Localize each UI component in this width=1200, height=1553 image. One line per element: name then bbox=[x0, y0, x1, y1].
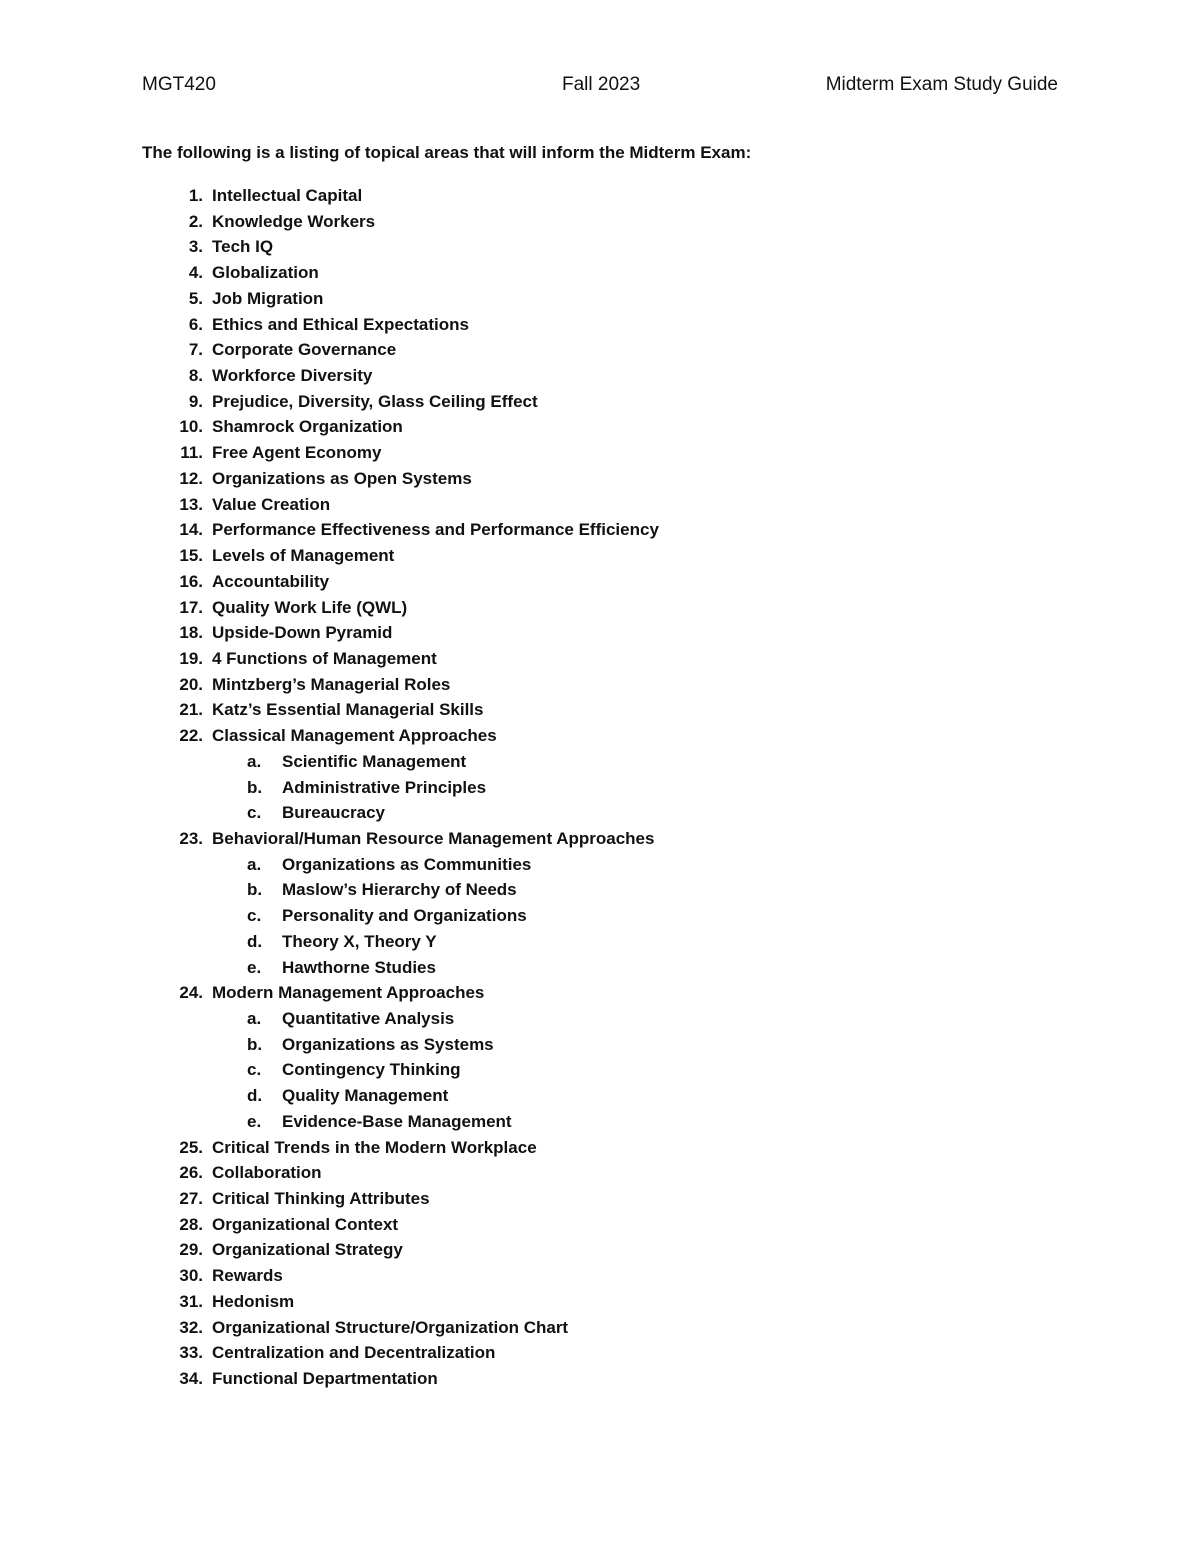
topic-label: Katz’s Essential Managerial Skills bbox=[212, 700, 484, 720]
topic-number: 14. bbox=[179, 520, 203, 540]
topic-number: 27. bbox=[179, 1189, 203, 1209]
topic-label: Rewards bbox=[212, 1266, 283, 1286]
subtopic-item bbox=[142, 1083, 1042, 1109]
topic-number: 10. bbox=[179, 417, 203, 437]
topic-item bbox=[142, 1160, 1042, 1186]
topic-item bbox=[142, 492, 1042, 518]
topic-label: Critical Trends in the Modern Workplace bbox=[212, 1137, 537, 1157]
topic-label: Job Migration bbox=[212, 288, 324, 308]
topic-number: 28. bbox=[179, 1214, 203, 1234]
topic-label: Ethics and Ethical Expectations bbox=[212, 314, 469, 334]
term-label: Fall 2023 bbox=[562, 74, 641, 95]
course-code: MGT420 bbox=[142, 74, 216, 95]
topic-item bbox=[142, 440, 1042, 466]
topic-label: Collaboration bbox=[212, 1163, 322, 1183]
intro-text: The following is a listing of topical areas that will inform the Midterm Exam: bbox=[142, 143, 752, 162]
topic-label: Free Agent Economy bbox=[212, 443, 382, 463]
topic-item bbox=[142, 337, 1042, 363]
topic-number: 1. bbox=[188, 186, 203, 205]
subtopic-letter: a. bbox=[247, 1009, 262, 1028]
subtopic-label: Theory X, Theory Y bbox=[282, 931, 437, 951]
subtopic-label: Bureaucracy bbox=[282, 803, 386, 823]
topic-number: 8. bbox=[188, 366, 203, 386]
topic-item bbox=[142, 363, 1042, 389]
topic-number: 15. bbox=[179, 546, 203, 566]
topic-item bbox=[142, 646, 1042, 672]
topic-number: 4. bbox=[188, 263, 203, 283]
topic-label: Upside-Down Pyramid bbox=[212, 623, 393, 643]
topic-number: 32. bbox=[179, 1317, 203, 1337]
topic-number: 13. bbox=[179, 494, 203, 514]
topic-item bbox=[142, 312, 1042, 338]
subtopic-label: Scientific Management bbox=[282, 751, 467, 771]
topic-item bbox=[142, 543, 1042, 569]
topic-label: Value Creation bbox=[212, 494, 331, 514]
topic-item bbox=[142, 1237, 1042, 1263]
topic-number: 19. bbox=[179, 648, 203, 668]
topic-number: 22. bbox=[179, 726, 203, 746]
topic-number: 30. bbox=[179, 1266, 203, 1286]
subtopic-letter: a. bbox=[247, 751, 262, 771]
subtopic-label: Hawthorne Studies bbox=[282, 957, 436, 977]
topic-item bbox=[142, 569, 1042, 595]
topic-item bbox=[142, 286, 1042, 312]
subtopic-label: Administrative Principles bbox=[282, 777, 487, 797]
topic-label: Levels of Management bbox=[212, 546, 395, 566]
topic-item bbox=[142, 1315, 1042, 1341]
subtopic-letter: c. bbox=[247, 803, 262, 823]
topic-item bbox=[142, 260, 1042, 286]
topic-number: 17. bbox=[179, 597, 203, 617]
subtopic-letter: b. bbox=[247, 777, 263, 797]
topic-item bbox=[142, 1340, 1042, 1366]
topic-number: 9. bbox=[188, 391, 203, 411]
topic-number: 3. bbox=[188, 237, 203, 257]
topic-label: 4 Functions of Management bbox=[212, 648, 437, 668]
subtopic-item bbox=[142, 749, 1042, 775]
subtopic-letter: c. bbox=[247, 1060, 262, 1080]
topic-item bbox=[142, 980, 1042, 1006]
topic-item bbox=[142, 672, 1042, 698]
topic-item bbox=[142, 697, 1042, 723]
subtopic-letter: e. bbox=[247, 957, 262, 977]
topic-item bbox=[142, 389, 1042, 415]
subtopic-item bbox=[142, 955, 1042, 981]
subtopic-letter: d. bbox=[247, 1086, 263, 1106]
topic-label: Centralization and Decentralization bbox=[212, 1343, 496, 1363]
topic-label: Organizations as Open Systems bbox=[212, 468, 472, 488]
topic-number: 12. bbox=[179, 468, 203, 488]
subtopic-letter: e. bbox=[247, 1111, 262, 1131]
page-header bbox=[142, 74, 1058, 98]
subtopic-letter: b. bbox=[247, 1034, 263, 1054]
topic-item bbox=[142, 209, 1042, 235]
topic-label: Workforce Diversity bbox=[212, 366, 373, 386]
topic-label: Critical Thinking Attributes bbox=[212, 1189, 430, 1209]
topic-label: Tech IQ bbox=[212, 237, 274, 257]
subtopic-item bbox=[142, 903, 1042, 929]
topic-item bbox=[142, 595, 1042, 621]
subtopic-letter: b. bbox=[247, 880, 263, 900]
topic-label: Globalization bbox=[212, 263, 319, 283]
subtopic-item bbox=[142, 929, 1042, 955]
topic-label: Intellectual Capital bbox=[212, 186, 363, 205]
subtopic-label: Organizations as Communities bbox=[282, 854, 532, 874]
topic-label: Performance Effectiveness and Performance Efficiency bbox=[212, 520, 659, 540]
topic-label: Shamrock Organization bbox=[212, 417, 403, 437]
topic-label: Organizational Strategy bbox=[212, 1240, 403, 1260]
topic-item bbox=[142, 234, 1042, 260]
topic-item bbox=[142, 826, 1042, 852]
subtopic-item bbox=[142, 800, 1042, 826]
topic-label: Knowledge Workers bbox=[212, 211, 376, 231]
topic-number: 11. bbox=[180, 443, 203, 463]
topic-label: Accountability bbox=[212, 571, 330, 591]
subtopic-item bbox=[142, 1057, 1042, 1083]
subtopic-letter: d. bbox=[247, 931, 263, 951]
topic-item bbox=[142, 1212, 1042, 1238]
topic-label: Organizational Structure/Organization Chart bbox=[212, 1317, 569, 1337]
topic-item bbox=[142, 414, 1042, 440]
subtopic-label: Organizations as Systems bbox=[282, 1034, 494, 1054]
topic-number: 18. bbox=[179, 623, 203, 643]
topic-label: Organizational Context bbox=[212, 1214, 399, 1234]
topic-label: Hedonism bbox=[212, 1291, 295, 1311]
topic-item bbox=[142, 517, 1042, 543]
topic-item bbox=[142, 723, 1042, 749]
topic-number: 29. bbox=[179, 1240, 203, 1260]
topic-number: 31. bbox=[179, 1291, 203, 1311]
subtopic-label: Maslow’s Hierarchy of Needs bbox=[282, 880, 517, 900]
topic-item bbox=[142, 1186, 1042, 1212]
topic-label: Quality Work Life (QWL) bbox=[212, 597, 408, 617]
topic-number: 24. bbox=[179, 983, 203, 1003]
subtopic-label: Quantitative Analysis bbox=[282, 1009, 455, 1028]
topic-label: Classical Management Approaches bbox=[212, 726, 497, 746]
document-title: Midterm Exam Study Guide bbox=[825, 74, 1058, 95]
subtopic-item bbox=[142, 1006, 1042, 1032]
subtopic-item bbox=[142, 775, 1042, 801]
subtopic-item bbox=[142, 1109, 1042, 1135]
topic-item bbox=[142, 1289, 1042, 1315]
topic-number: 21. bbox=[179, 700, 203, 720]
subtopic-label: Personality and Organizations bbox=[282, 906, 527, 926]
subtopic-letter: a. bbox=[247, 854, 262, 874]
subtopic-letter: c. bbox=[247, 906, 262, 926]
topic-number: 26. bbox=[179, 1163, 203, 1183]
topic-number: 2. bbox=[188, 211, 203, 231]
subtopic-item bbox=[142, 877, 1042, 903]
topic-number: 6. bbox=[188, 314, 203, 334]
topic-item bbox=[142, 1135, 1042, 1161]
topic-number: 16. bbox=[179, 571, 203, 591]
topic-number: 20. bbox=[179, 674, 203, 694]
topic-number: 23. bbox=[179, 828, 203, 848]
topic-item bbox=[142, 1366, 1042, 1392]
topic-item bbox=[142, 466, 1042, 492]
subtopic-label: Contingency Thinking bbox=[282, 1060, 461, 1080]
topic-label: Modern Management Approaches bbox=[212, 983, 485, 1003]
subtopic-item bbox=[142, 1032, 1042, 1058]
subtopic-item bbox=[142, 852, 1042, 878]
subtopic-label: Evidence-Base Management bbox=[282, 1111, 512, 1131]
topic-number: 5. bbox=[188, 288, 203, 308]
topic-label: Functional Departmentation bbox=[212, 1369, 438, 1389]
topic-item bbox=[142, 183, 1042, 209]
topic-number: 33. bbox=[179, 1343, 203, 1363]
topic-label: Mintzberg’s Managerial Roles bbox=[212, 674, 451, 694]
topic-list bbox=[142, 183, 1042, 1392]
topic-number: 7. bbox=[188, 340, 203, 360]
topic-item bbox=[142, 1263, 1042, 1289]
topic-label: Corporate Governance bbox=[212, 340, 397, 360]
subtopic-label: Quality Management bbox=[282, 1086, 449, 1106]
topic-label: Behavioral/Human Resource Management Approaches bbox=[212, 828, 655, 848]
topic-number: 25. bbox=[179, 1137, 203, 1157]
topic-item bbox=[142, 620, 1042, 646]
topic-number: 34. bbox=[179, 1369, 203, 1389]
topic-label: Prejudice, Diversity, Glass Ceiling Effect bbox=[212, 391, 538, 411]
